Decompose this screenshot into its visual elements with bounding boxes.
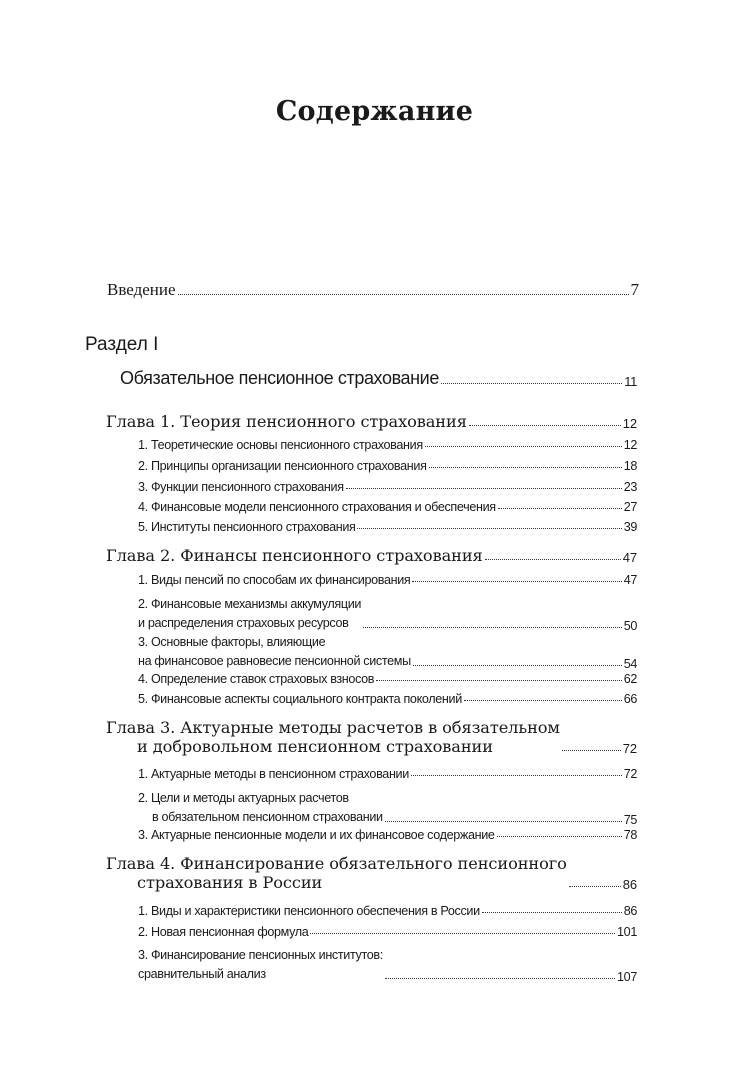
dot-leader — [178, 294, 629, 295]
toc-entry-item[interactable] — [138, 828, 637, 842]
item-title-line: 3. Основные факторы, влияющие — [138, 635, 326, 649]
toc-page-number: 18 — [623, 459, 637, 473]
page-title: Содержание — [275, 96, 474, 127]
dot-leader — [485, 559, 621, 560]
toc-page-number: 7 — [630, 280, 639, 299]
item-title: 1. Виды и характеристики пенсионного обеспечения в России — [138, 904, 480, 918]
toc-entry-introduction[interactable] — [107, 280, 639, 300]
dot-leader — [425, 446, 622, 447]
section-label: Раздел I — [85, 334, 159, 355]
chapter-title: Глава 1. Теория пенсионного страхования — [106, 412, 467, 431]
toc-entry-item[interactable] — [138, 438, 637, 452]
item-title-line: сравнительный анализ — [138, 967, 266, 981]
dot-leader — [482, 912, 622, 913]
toc-entry-item[interactable] — [138, 595, 637, 633]
chapter-title — [106, 718, 560, 756]
toc-page-number: 50 — [623, 619, 637, 633]
item-title: 2. Принципы организации пенсионного страхования — [138, 459, 427, 473]
toc-page-number: 47 — [622, 550, 637, 565]
dot-leader — [497, 836, 622, 837]
item-title: 1. Теоретические основы пенсионного страхования — [138, 438, 423, 452]
chapter-title-line: Глава 3. Актуарные методы расчетов в обязательном — [106, 718, 560, 737]
toc-entry-section[interactable] — [120, 368, 637, 389]
toc-entry-item[interactable] — [138, 500, 637, 514]
item-title: 1. Актуарные методы в пенсионном страховании — [138, 767, 409, 781]
item-title: 3. Актуарные пенсионные модели и их финансовое содержание — [138, 828, 495, 842]
toc-page-number: 72 — [622, 741, 637, 756]
toc-entry-item[interactable] — [138, 480, 637, 494]
chapter-title: Глава 2. Финансы пенсионного страхования — [106, 546, 483, 565]
toc-entry-chapter[interactable] — [106, 718, 637, 756]
item-title: 2. Новая пенсионная формула — [138, 925, 309, 939]
toc-entry-label: Введение — [107, 280, 176, 299]
toc-page-number: 27 — [623, 500, 637, 514]
toc-entry-item[interactable] — [138, 904, 637, 918]
toc-page-number: 75 — [623, 813, 637, 827]
dot-leader — [376, 680, 622, 681]
item-title: 4. Определение ставок страховых взносов — [138, 672, 375, 686]
toc-entry-item[interactable] — [138, 946, 637, 984]
toc-entry-item[interactable] — [138, 925, 637, 939]
dot-leader — [385, 978, 615, 979]
item-title-line: 3. Финансирование пенсионных институтов: — [138, 948, 383, 962]
toc-page-number: 101 — [617, 925, 637, 939]
item-title-line: 2. Финансовые механизмы аккумуляции — [138, 597, 362, 611]
item-title — [138, 946, 383, 984]
toc-page-number: 72 — [623, 767, 637, 781]
toc-page-number: 12 — [622, 416, 637, 431]
toc-entry-chapter[interactable] — [106, 412, 637, 431]
item-title: 1. Виды пенсий по способам их финансирования — [138, 573, 411, 587]
toc-page-number: 12 — [623, 438, 637, 452]
item-title: 5. Финансовые аспекты социального контракта поколений — [138, 692, 462, 706]
item-title-line: в обязательном пенсионном страховании — [152, 810, 383, 824]
dot-leader — [429, 467, 622, 468]
item-title: 4. Финансовые модели пенсионного страхования и обеспечения — [138, 500, 496, 514]
toc-entry-item[interactable] — [138, 789, 637, 827]
item-title: 3. Функции пенсионного страхования — [138, 480, 344, 494]
toc-page-number: 86 — [622, 877, 637, 892]
toc-page-number: 39 — [623, 520, 637, 534]
toc-page-number: 62 — [623, 672, 637, 686]
toc-entry-item[interactable] — [138, 459, 637, 473]
toc-entry-item[interactable] — [138, 633, 637, 671]
dot-leader — [412, 581, 621, 582]
dot-leader — [310, 933, 615, 934]
item-title — [138, 595, 361, 633]
toc-page-number: 54 — [623, 657, 637, 671]
toc-page-number: 78 — [623, 828, 637, 842]
dot-leader — [569, 886, 621, 887]
dot-leader — [346, 488, 622, 489]
item-title — [138, 789, 383, 827]
toc-entry-item[interactable] — [138, 672, 637, 686]
toc-page-number: 47 — [623, 573, 637, 587]
dot-leader — [385, 821, 622, 822]
dot-leader — [413, 665, 622, 666]
toc-entry-chapter[interactable] — [106, 854, 637, 892]
item-title — [138, 633, 411, 671]
toc-page-number: 66 — [623, 692, 637, 706]
toc-entry-item[interactable] — [138, 520, 637, 534]
toc-entry-item[interactable] — [138, 692, 637, 706]
dot-leader — [464, 700, 622, 701]
chapter-title — [106, 854, 567, 892]
dot-leader — [469, 425, 621, 426]
dot-leader — [441, 383, 622, 384]
toc-page-number: 23 — [623, 480, 637, 494]
dot-leader — [411, 775, 622, 776]
toc-page-number: 86 — [623, 904, 637, 918]
toc-entry-item[interactable] — [138, 767, 637, 781]
dot-leader — [363, 627, 622, 628]
toc-page-number: 11 — [624, 374, 637, 389]
dot-leader — [562, 750, 621, 751]
item-title-line: и распределения страховых ресурсов — [138, 616, 349, 630]
dot-leader — [357, 528, 621, 529]
toc-entry-item[interactable] — [138, 573, 637, 587]
toc-page-number: 107 — [617, 970, 637, 984]
item-title: 5. Институты пенсионного страхования — [138, 520, 356, 534]
toc-entry-chapter[interactable] — [106, 546, 637, 565]
item-title-line: на финансовое равновесие пенсионной системы — [138, 654, 411, 668]
chapter-title-line: и добровольном пенсионном страховании — [137, 737, 493, 756]
section-title: Обязательное пенсионное страхование — [120, 368, 439, 388]
chapter-title-line: Глава 4. Финансирование обязательного пенсионного — [106, 854, 567, 873]
dot-leader — [498, 508, 622, 509]
item-title-line: 2. Цели и методы актуарных расчетов — [138, 791, 349, 805]
chapter-title-line: страхования в России — [137, 873, 323, 892]
